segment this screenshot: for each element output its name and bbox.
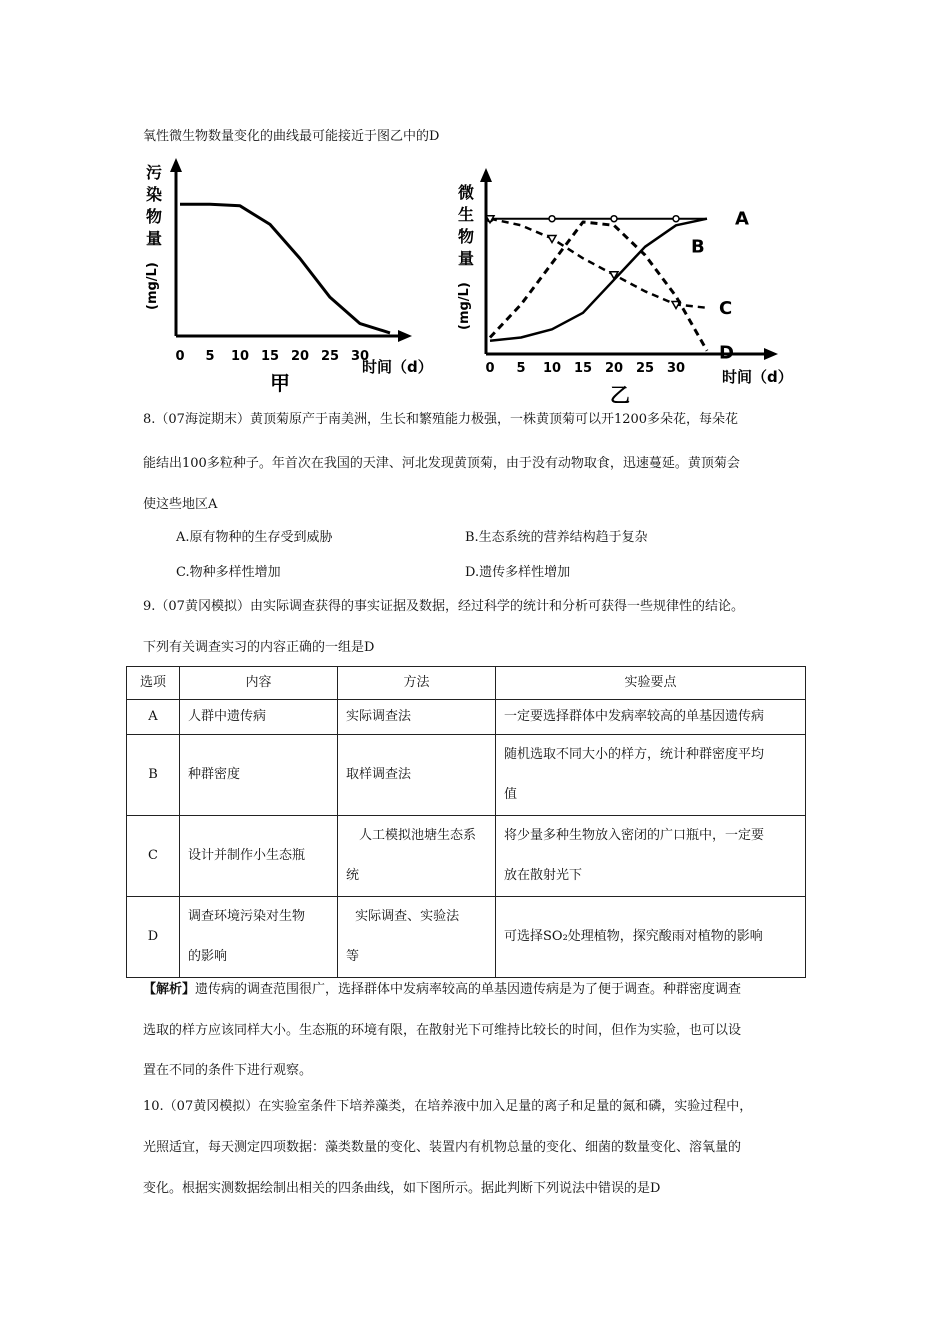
yi-series-A-point [611,216,617,222]
analysis-line-1 [143,981,741,999]
yi-curves [486,209,749,364]
x-tick-label: 25 [635,361,655,376]
x-tick-label: 10 [230,349,250,364]
x-tick-label: 30 [350,349,370,364]
row-c-point-line-1: 将少量多种生物放入密闭的广口瓶中，一定要 [504,828,765,843]
question-10-line-2: 光照适宜，每天测定四项数据：藻类数量的变化、装置内有机物总量的变化、细菌的数量变化、溶氧量的 [143,1140,742,1155]
row-b-point-line-2: 值 [504,787,518,802]
analysis-label: 【解析】 [143,982,196,997]
row-a-method: 实际调查法 [338,700,496,735]
row-b-content: 种群密度 [180,735,338,816]
row-d-content-line-1: 调查环境污染对生物 [188,909,306,924]
table-row [127,897,806,978]
row-a-content: 人群中遗传病 [180,700,338,735]
table-row [127,700,806,735]
jia-x-label: 时间（d） [362,358,433,376]
y-label-char: 量 [146,229,163,248]
y-label-unit: (mg/L) [457,282,472,330]
jia-y-label [145,163,162,310]
row-c-method-line-1: 人工模拟池塘生态系 [359,828,477,843]
y-label-char: 物 [458,227,475,246]
analysis-text-1: 遗传病的调查范围很广，选择群体中发病率较高的单基因遗传病是为了便于调查。种群密度调查 [195,982,742,997]
analysis-line-3: 置在不同的条件下进行观察。 [143,1063,313,1078]
row-d-method-line-2: 等 [346,949,360,964]
yi-series-C-line [490,219,707,308]
survey-table [126,666,806,978]
x-tick-label: 0 [175,349,185,364]
option-8-d: D.遗传多样性增加 [465,565,571,580]
x-tick-label: 5 [516,361,526,376]
row-d-method [338,897,496,978]
jia-x-arrow [398,330,412,342]
yi-series-B-label: B [691,236,705,258]
y-label-char: 污 [146,163,163,182]
row-b-point [496,735,806,816]
y-label-char: 微 [458,183,475,202]
x-tick-label: 25 [320,349,340,364]
y-label-char: 染 [146,185,163,204]
yi-series-D-line [490,222,707,351]
header-option: 选项 [127,667,180,700]
question-10-line-1: 10.（07黄冈模拟）在实验室条件下培养藻类，在培养液中加入足量的离子和足量的氮和磷，实验过程中， [143,1099,753,1114]
x-tick-label: 30 [666,361,686,376]
jia-caption: 甲 [270,371,290,395]
y-label-unit: (mg/L) [145,262,160,310]
question-7-answer-line: 氧性微生物数量变化的曲线最可能接近于图乙中的D [143,129,440,144]
header-method: 方法 [338,667,496,700]
option-8-b: B.生态系统的营养结构趋于复杂 [465,530,648,545]
yi-series-A-label: A [735,208,749,230]
row-a-point: 一定要选择群体中发病率较高的单基因遗传病 [496,700,806,735]
row-c-point [496,816,806,897]
row-c-content: 设计并制作小生态瓶 [180,816,338,897]
option-8-a: A.原有物种的生存受到威胁 [176,530,333,545]
x-tick-label: 15 [573,361,593,376]
x-tick-label: 0 [485,361,495,376]
row-c-point-line-2: 放在散射光下 [504,868,583,883]
row-d-point: 可选择SO₂处理植物，探究酸雨对植物的影响 [496,897,806,978]
header-key-points: 实验要点 [496,667,806,700]
yi-y-label [457,183,474,330]
figure-jia-yi [140,158,820,403]
yi-series-A-point [673,216,679,222]
yi-x-label: 时间（d） [722,368,793,386]
row-d-content [180,897,338,978]
row-d-content-line-2: 的影响 [188,949,228,964]
yi-series-C-point [548,236,556,243]
row-b-option: B [127,735,180,816]
y-label-char: 生 [458,205,475,224]
question-8-line-3: 使这些地区A [143,497,218,512]
chart-jia [145,158,433,395]
analysis-line-2: 选取的样方应该同样大小。生态瓶的环境有限，在散射光下可维持比较长的时间，但作为实验，也可以设 [143,1023,742,1038]
table-header-row [127,667,806,700]
option-8-c: C.物种多样性增加 [176,565,281,580]
jia-y-arrow [170,158,182,172]
question-9-line-2: 下列有关调查实习的内容正确的一组是D [143,640,375,655]
chart-yi [457,168,793,403]
question-8-line-2: 能结出100多粒种子。年首次在我国的天津、河北发现黄顶菊，由于没有动物取食，迅速蔓延。黄顶菊会 [143,456,740,471]
yi-series-B-line [490,219,707,341]
row-b-method: 取样调查法 [338,735,496,816]
table-row [127,735,806,816]
yi-series-A-point [549,216,555,222]
question-10-line-3: 变化。根据实测数据绘制出相关的四条曲线，如下图所示。据此判断下列说法中错误的是D [143,1181,661,1196]
yi-caption: 乙 [610,383,630,403]
y-label-char: 量 [458,249,475,268]
row-c-method-line-2: 统 [346,868,360,883]
yi-y-arrow [480,168,492,182]
yi-series-D-label: D [719,342,734,364]
x-tick-label: 20 [604,361,624,376]
header-content: 内容 [180,667,338,700]
question-9-line-1: 9.（07黄冈模拟）由实际调查获得的事实证据及数据，经过科学的统计和分析可获得一些规律性的结论。 [143,599,744,614]
row-a-option: A [127,700,180,735]
x-tick-label: 10 [542,361,562,376]
jia-x-ticks [175,349,369,364]
x-tick-label: 20 [290,349,310,364]
y-label-char: 物 [146,207,163,226]
row-c-method [338,816,496,897]
question-8-line-1: 8.（07海淀期末）黄顶菊原产于南美洲，生长和繁殖能力极强，一株黄顶菊可以开1200多朵花，每朵花 [143,412,739,427]
row-d-option: D [127,897,180,978]
table-row [127,816,806,897]
x-tick-label: 5 [205,349,215,364]
yi-series-C-label: C [719,297,733,319]
yi-x-ticks [485,361,685,376]
row-b-point-line-1: 随机选取不同大小的样方，统计种群密度平均 [504,747,765,762]
yi-x-arrow [764,348,778,360]
row-d-method-line-1: 实际调查、实验法 [355,909,460,924]
jia-curve-line [180,204,390,333]
x-tick-label: 15 [260,349,280,364]
row-c-option: C [127,816,180,897]
